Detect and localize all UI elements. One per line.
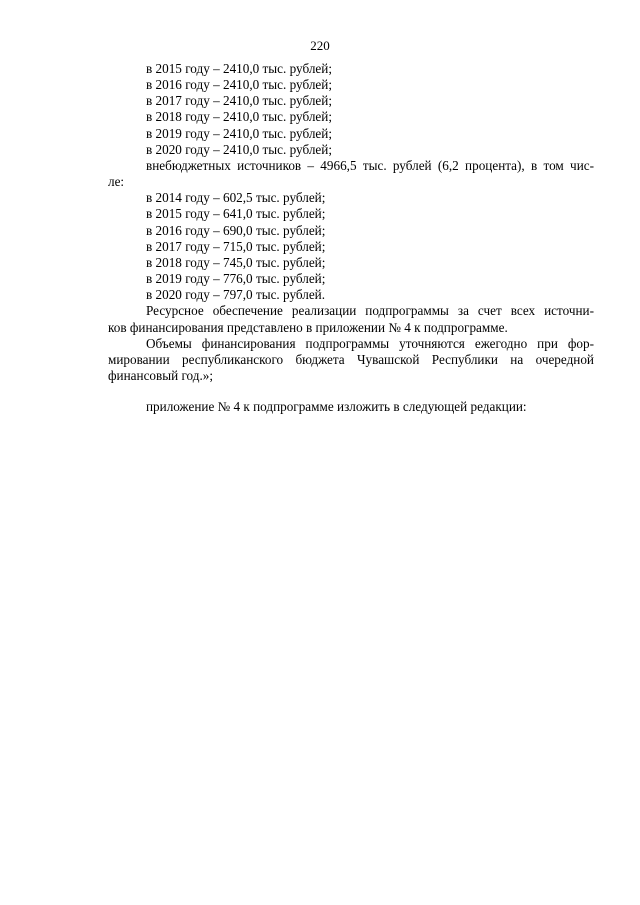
paragraph-gap [108,384,594,399]
volumes-paragraph-line-3: финансовый год.»; [108,367,214,383]
resource-paragraph-line-2: ков финансирования представлено в приложении № 4 к подпрограмме. [108,319,508,335]
extrabudget-line-2019: в 2019 году – 776,0 тыс. рублей; [146,271,326,287]
budget-line-2019: в 2019 году – 2410,0 тыс. рублей; [146,125,332,141]
appendix-instruction-line: приложение № 4 к подпрограмме изложить в следующей редакции: [146,399,527,415]
volumes-paragraph-line-1: Объемы финансирования подпрограммы уточняются ежегодно при фор- [146,335,594,351]
budget-line-2015: в 2015 году – 2410,0 тыс. рублей; [146,61,332,76]
extrabudget-sources-line-1: внебюджетных источников – 4966,5 тыс. рублей (6,2 процента), в том чис- [146,157,594,173]
budget-line-2018: в 2018 году – 2410,0 тыс. рублей; [146,109,332,125]
extrabudget-sources-line-2: ле: [108,174,125,190]
budget-line-2020: в 2020 году – 2410,0 тыс. рублей; [146,141,332,157]
budget-line-2016: в 2016 году – 2410,0 тыс. рублей; [146,77,332,93]
page-number: 220 [310,38,330,53]
extrabudget-line-2016: в 2016 году – 690,0 тыс. рублей; [146,222,326,238]
extrabudget-line-2015: в 2015 году – 641,0 тыс. рублей; [146,206,326,222]
resource-paragraph-line-1: Ресурсное обеспечение реализации подпрограммы за счет всех источни- [146,303,594,319]
extrabudget-line-2014: в 2014 году – 602,5 тыс. рублей; [146,190,326,206]
document-body [108,61,594,415]
extrabudget-line-2017: в 2017 году – 715,0 тыс. рублей; [146,238,326,254]
volumes-paragraph-line-2: мировании республиканского бюджета Чувашской Республики на очередной [108,351,594,367]
extrabudget-line-2018: в 2018 году – 745,0 тыс. рублей; [146,254,326,270]
extrabudget-line-2020: в 2020 году – 797,0 тыс. рублей. [146,287,326,303]
budget-line-2017: в 2017 году – 2410,0 тыс. рублей; [146,93,332,109]
